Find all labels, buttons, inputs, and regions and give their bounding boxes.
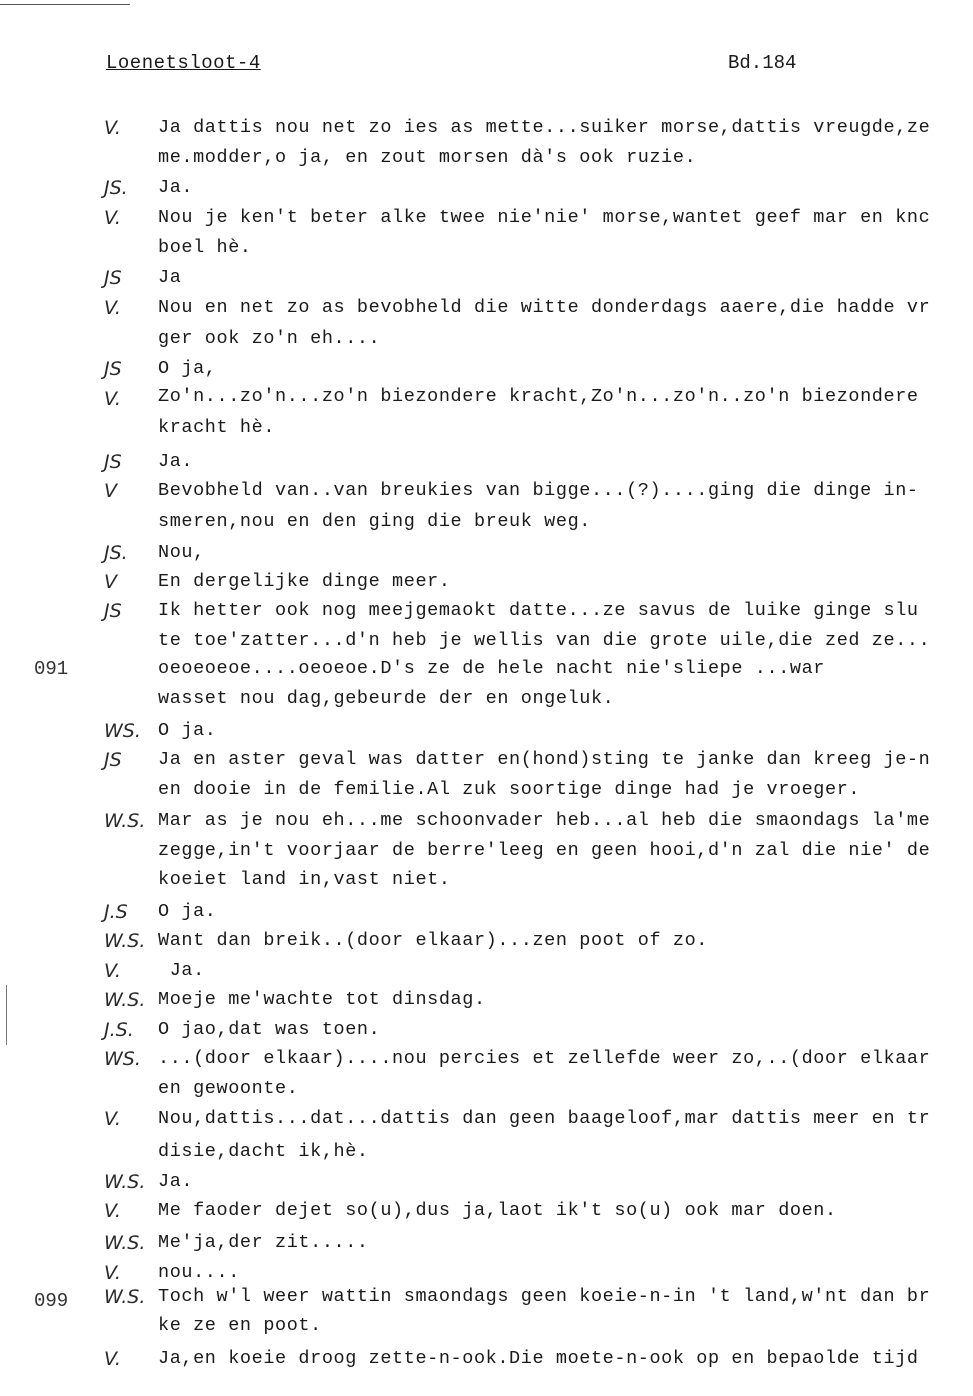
transcript-line: En dergelijke dinge meer. — [158, 571, 451, 592]
transcript-line: Nou en net zo as bevobheld die witte donderdags aaere,die hadde vr — [158, 297, 931, 318]
transcript-line: Ja. — [158, 451, 194, 472]
speaker-label: JS. — [104, 542, 128, 564]
transcript-line: Ja. — [158, 960, 205, 981]
speaker-label: JS — [104, 749, 122, 771]
transcript-line: ke ze en poot. — [158, 1315, 322, 1336]
side-marker: 099 — [34, 1290, 69, 1312]
transcript-line: Nou je ken't beter alke twee nie'nie' morse,wantet geef mar en knc — [158, 207, 931, 228]
speaker-label: V. — [104, 960, 121, 982]
speaker-label: JS — [104, 267, 122, 289]
speaker-label: W.S. — [104, 1286, 146, 1308]
side-marker: 091 — [34, 658, 69, 680]
transcript-line: Ja. — [158, 177, 194, 198]
speaker-label: W.S. — [104, 1232, 146, 1254]
transcript-line: Mar as je nou eh...me schoonvader heb...al heb die smaondags la'me — [158, 810, 931, 831]
speaker-label: JS — [104, 358, 122, 380]
transcript-line: O ja. — [158, 901, 217, 922]
transcript-line: me.modder,o ja, en zout morsen dà's ook ruzie. — [158, 147, 697, 168]
speaker-label: JS. — [104, 177, 128, 199]
speaker-label: V. — [104, 297, 121, 319]
transcript-line: Me faoder dejet so(u),dus ja,laot ik't so(u) ook mar doen. — [158, 1200, 837, 1221]
speaker-label: JS — [104, 451, 122, 473]
transcript-line: Bevobheld van..van breukies van bigge...(?)....ging die dinge in- — [158, 480, 919, 501]
transcript-line: Nou, — [158, 542, 205, 563]
transcript-line: O ja. — [158, 720, 217, 741]
document-title: Loenetsloot-4 — [106, 52, 261, 74]
transcript-line: O jao,dat was toen. — [158, 1019, 381, 1040]
speaker-label: V. — [104, 207, 121, 229]
speaker-label: V. — [104, 1348, 121, 1370]
speaker-label: J.S. — [104, 1019, 134, 1041]
transcript-line: wasset nou dag,gebeurde der en ongeluk. — [158, 688, 615, 709]
transcript-line: Toch w'l weer wattin smaondags geen koeie-n-in 't land,w'nt dan br — [158, 1286, 931, 1307]
transcript-line: Me'ja,der zit..... — [158, 1232, 369, 1253]
transcript-line: en gewoonte. — [158, 1078, 299, 1099]
speaker-label: V. — [104, 388, 121, 410]
speaker-label: J.S — [104, 901, 128, 923]
transcript-line: disie,dacht ik,hè. — [158, 1141, 369, 1162]
transcript-line: zegge,in't voorjaar de berre'leeg en geen hooi,d'n zal die nie' de — [158, 840, 931, 861]
transcript-line: kracht hè. — [158, 417, 276, 438]
transcript-line: oeoeoeoe....oeoeoe.D's ze de hele nacht nie'sliepe ...war — [158, 658, 826, 679]
speaker-label: WS. — [104, 1048, 141, 1070]
transcript-line: Ja — [158, 267, 182, 288]
transcript-line: koeiet land in,vast niet. — [158, 869, 451, 890]
speaker-label: JS — [104, 600, 122, 622]
speaker-label: W.S. — [104, 1171, 146, 1193]
transcript-line: ger ook zo'n eh.... — [158, 328, 381, 349]
transcript-line: Moeje me'wachte tot dinsdag. — [158, 989, 486, 1010]
speaker-label: V. — [104, 1262, 121, 1284]
speaker-label: W.S. — [104, 810, 146, 832]
transcript-line: ...(door elkaar)....nou percies et zellefde weer zo,..(door elkaar — [158, 1048, 931, 1069]
margin-stroke — [6, 985, 7, 1045]
transcript-line: boel hè. — [158, 237, 252, 258]
transcript-line: Ja,en koeie droog zette-n-ook.Die moete-n-ook op en bepaolde tijd — [158, 1348, 919, 1369]
speaker-label: W.S. — [104, 989, 146, 1011]
transcript-line: te toe'zatter...d'n heb je wellis van die grote uile,die zed ze... — [158, 630, 931, 651]
speaker-label: V. — [104, 1108, 121, 1130]
speaker-label: V — [104, 480, 117, 502]
speaker-label: V. — [104, 1200, 121, 1222]
transcript-line: Want dan breik..(door elkaar)...zen poot of zo. — [158, 930, 708, 951]
transcript-line: Nou,dattis...dat...dattis dan geen baageloof,mar dattis meer en tr — [158, 1108, 931, 1129]
scan-edge-rule — [0, 4, 130, 5]
speaker-label: W.S. — [104, 930, 146, 952]
transcript-line: O ja, — [158, 358, 217, 379]
transcript-line: Ja dattis nou net zo ies as mette...suiker morse,dattis vreugde,ze — [158, 117, 931, 138]
transcript-line: smeren,nou en den ging die breuk weg. — [158, 511, 591, 532]
transcript-line: nou.... — [158, 1262, 240, 1283]
transcript-line: Ja en aster geval was datter en(hond)sting te janke dan kreeg je-n — [158, 749, 931, 770]
transcript-line: Zo'n...zo'n...zo'n biezondere kracht,Zo'n...zo'n..zo'n biezondere — [158, 386, 919, 407]
page-reference: Bd.184 — [728, 52, 797, 74]
speaker-label: V — [104, 571, 117, 593]
speaker-label: WS. — [104, 720, 141, 742]
transcript-line: en dooie in de femilie.Al zuk soortige dinge had je vroeger. — [158, 779, 861, 800]
speaker-label: V. — [104, 117, 121, 139]
transcript-line: Ik hetter ook nog meejgemaokt datte...ze savus de luike ginge slu — [158, 600, 919, 621]
transcript-line: Ja. — [158, 1171, 194, 1192]
